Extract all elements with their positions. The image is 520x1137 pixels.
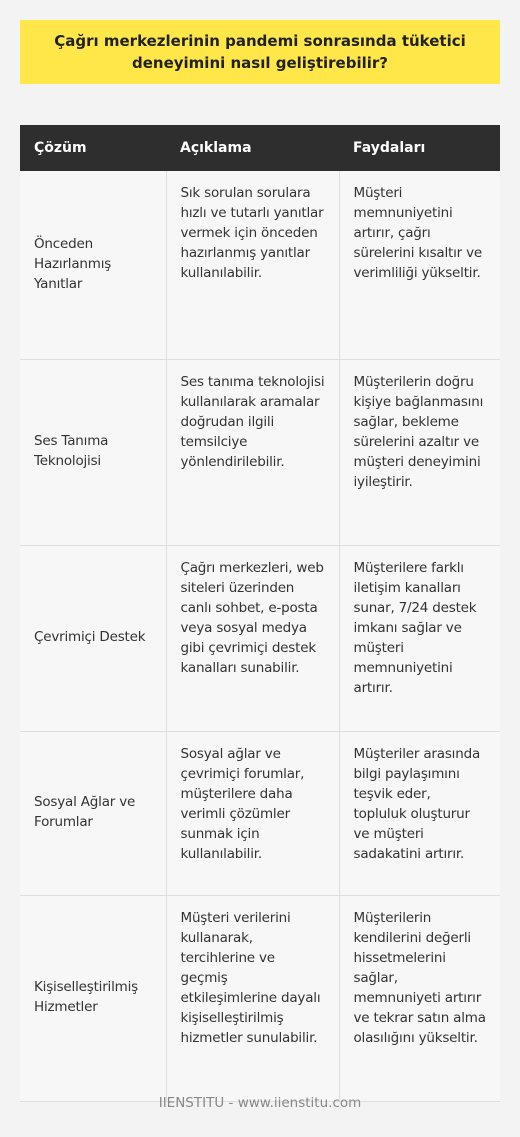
solution-cell: Ses Tanıma Teknolojisi [20,359,166,545]
description-cell: Müşteri verilerini kullanarak, tercihlerine ve geçmiş etkileşimlerine dayalı kişiselleştirilmiş hizmetler sunulabilir. [166,895,339,1101]
header-cozum: Çözüm [34,140,87,156]
table-body [20,171,500,1101]
header-aciklama: Açıklama [180,140,252,156]
page-title: Çağrı merkezlerinin pandemi sonrasında tüketici deneyimini nasıl geliştirebilir? [20,20,500,84]
benefits-cell: Müşterilere farklı iletişim kanalları sunar, 7/24 destek imkanı sağlar ve müşteri memnuniyetini artırır. [353,559,477,696]
description-cell: Çağrı merkezleri, web siteleri üzerinden canlı sohbet, e-posta veya sosyal medya gibi çevrimiçi destek kanalları sunabilir. [166,545,339,731]
description-cell: Sosyal ağlar ve çevrimiçi forumlar, müşterilere daha verimli çözümler sunmak için kullanılabilir. [166,731,339,895]
description-cell: Ses tanıma teknolojisi kullanılarak aramalar doğrudan ilgili temsilciye yönlendirilebilir. [166,359,339,545]
header-faydalari: Faydaları [353,140,426,156]
solutions-table [20,125,500,1102]
table-row [20,359,500,545]
table-row [20,171,500,359]
benefits-cell: Müşteri memnuniyetini artırır, çağrı sürelerini kısaltır ve verimliliği yükseltir. [353,185,483,281]
solution-cell: Önceden Hazırlanmış Yanıtlar [20,171,166,359]
footer-credit: IIENSTITU - www.iienstitu.com [158,1095,362,1111]
table-row [20,731,500,895]
header-row [20,125,500,171]
solution-cell: Sosyal Ağlar ve Forumlar [20,731,166,895]
table-row [20,895,500,1101]
table-header [20,125,500,171]
solution-cell: Çevrimiçi Destek [20,545,166,731]
solution-cell: Kişiselleştirilmiş Hizmetler [20,895,166,1101]
description-cell: Sık sorulan sorulara hızlı ve tutarlı yanıtlar vermek için önceden hazırlanmış yanıtlar kullanılabilir. [166,171,339,359]
benefits-cell: Müşteriler arasında bilgi paylaşımını teşvik eder, topluluk oluşturur ve müşteri sadakatini artırır. [353,745,481,862]
benefits-cell: Müşterilerin doğru kişiye bağlanmasını sağlar, bekleme sürelerini azaltır ve müşteri deneyimini iyileştirir. [353,373,484,490]
table-row [20,545,500,731]
benefits-cell: Müşterilerin kendilerini değerli hissetmelerini sağlar, memnuniyeti artırır ve tekrar satın alma olasılığını yükseltir. [353,909,486,1046]
